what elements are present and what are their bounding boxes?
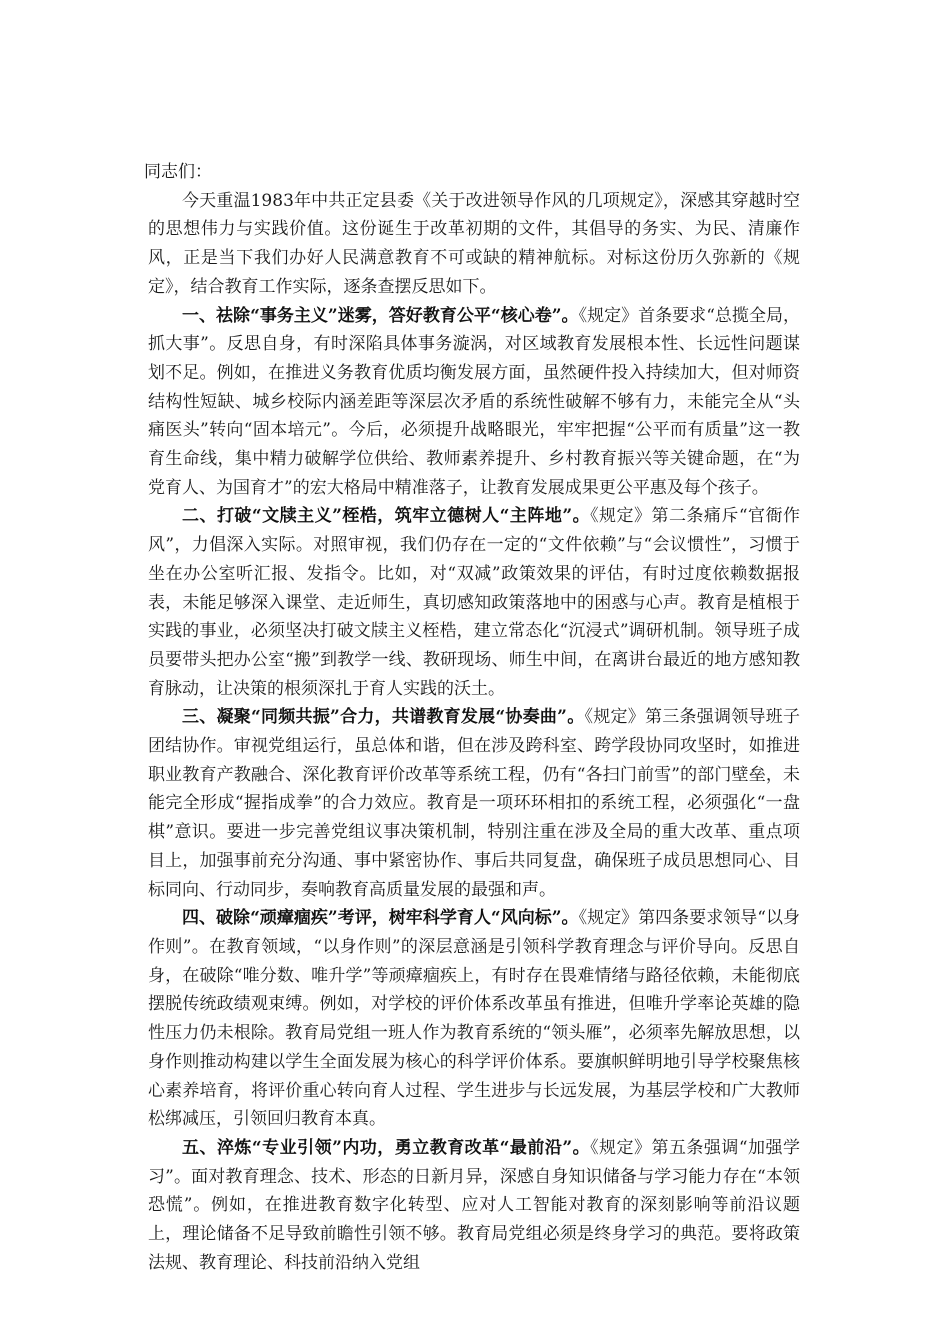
salutation: 同志们： <box>144 162 212 182</box>
section-heading-5: 五、淬炼“专业引领”内功，勇立教育改革“最前沿”。 <box>182 1137 591 1158</box>
section-body-4: 《规定》第四条要求领导“以身作则”。在教育领域，“以身作则”的深层意涵是引领科学教育理念与评价导向。反思自身，在破除“唯分数、唯升学”等顽瘴痼疾上，有时存在畏难情绪与路径依赖，未能彻底摆脱传统政绩观束缚。例如，对学校的评价体系改革虽有推进，但唯升学率论英雄的隐性压力仍未根除。教育局党组一班人作为教育系统的“领头雁”，必须率先解放思想，以身作则推动构建以学生全面发展为核心的科学评价体系。要旗帜鲜明地引导学校聚焦核心素养培育，将评价重心转向育人过程、学生进步与长远发展，为基层学校和广大教师松绑减压，引领回归教育本真。 <box>148 908 800 1130</box>
section-paragraph-2 <box>148 502 800 703</box>
section-paragraph-5 <box>148 1134 800 1278</box>
section-body-3: 《规定》第三条强调领导班子团结协作。审视党组运行，虽总体和谐，但在涉及跨科室、跨学段协同攻坚时，如推进职业教育产教融合、深化教育评价改革等系统工程，仍有“各扫门前雪”的部门壁垒，未能完全形成“握指成拳”的合力效应。教育是一项环环相扣的系统工程，必须强化“一盘棋”意识。要进一步完善党组议事决策机制，特别注重在涉及全局的重大改革、重点项目上，加强事前充分沟通、事中紧密协作、事后共同复盘，确保班子成员思想同心、目标同向、行动同步，奏响教育高质量发展的最强和声。 <box>148 707 800 900</box>
section-heading-3: 三、凝聚“同频共振”合力，共谱教育发展“协奏曲”。 <box>182 707 585 728</box>
section-body-1: 《规定》首条要求“总揽全局，抓大事”。反思自身，有时深陷具体事务漩涡，对区域教育发展根本性、长远性问题谋划不足。例如，在推进义务教育优质均衡发展方面，虽然硬件投入持续加大，但对师资结构性短缺、城乡校际内涵差距等深层次矛盾的系统性破解不够有力，未能完全从“头痛医头”转向“固本培元”。今后，必须提升战略眼光，牢牢把握“公平而有质量”这一教育生命线，集中精力破解学位供给、教师素养提升、乡村教育振兴等关键命题，在“为党育人、为国育才”的宏大格局中精准落子，让教育发展成果更公平惠及每个孩子。 <box>148 305 800 498</box>
section-heading-1: 一、祛除“事务主义”迷雾，答好教育公平“核心卷”。 <box>182 305 579 326</box>
section-paragraph-4 <box>148 904 800 1134</box>
section-paragraph-3 <box>148 703 800 904</box>
section-paragraph-1 <box>148 302 800 503</box>
document-page <box>144 158 800 1277</box>
section-heading-2: 二、打破“文牍主义”桎梏，筑牢立德树人“主阵地”。 <box>182 506 591 527</box>
intro-paragraph: 今天重温1983年中共正定县委《关于改进领导作风的几项规定》，深感其穿越时空的思想伟力与实践价值。这份诞生于改革初期的文件，其倡导的务实、为民、清廉作风，正是当下我们办好人民满意教育不可或缺的精神航标。对标这份历久弥新的《规定》，结合教育工作实际，逐条查摆反思如下。 <box>148 190 800 297</box>
section-heading-4: 四、破除“顽瘴痼疾”考评，树牢科学育人“风向标”。 <box>182 908 579 929</box>
section-body-2: 《规定》第二条痛斥“官衙作风”，力倡深入实际。对照审视，我们仍存在一定的“文件依赖”与“会议惯性”，习惯于坐在办公室听汇报、发指令。比如，对“双减”政策效果的评估，有时过度依赖数据报表，未能足够深入课堂、走近师生，真切感知政策落地中的困惑与心声。教育是植根于实践的事业，必须坚决打破文牍主义桎梏，建立常态化“沉浸式”调研机制。领导班子成员要带头把办公室“搬”到教学一线、教研现场、师生中间，在离讲台最近的地方感知教育脉动，让决策的根须深扎于育人实践的沃土。 <box>148 506 800 699</box>
section-body-5: 《规定》第五条强调“加强学习”。面对教育理念、技术、形态的日新月异，深感自身知识储备与学习能力存在“本领恐慌”。例如，在推进教育数字化转型、应对人工智能对教育的深刻影响等前沿议题上，理论储备不足导致前瞻性引领不够。教育局党组必须是终身学习的典范。要将政策法规、教育理论、科技前沿纳入党组 <box>148 1137 800 1273</box>
